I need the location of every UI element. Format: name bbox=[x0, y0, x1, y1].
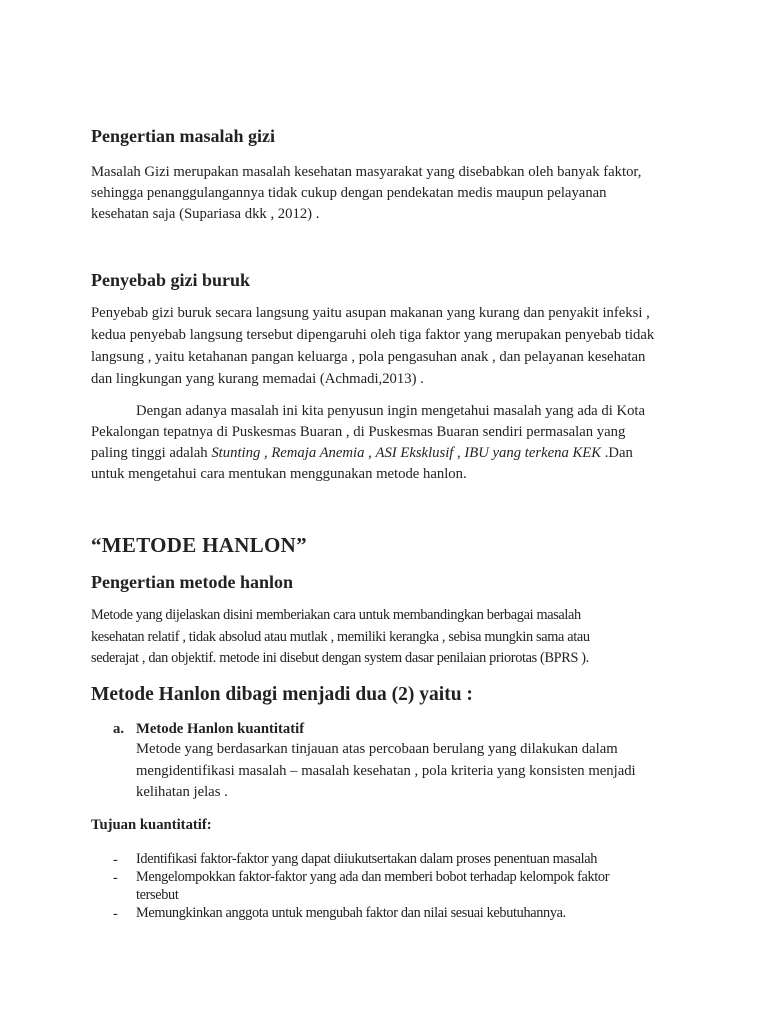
paragraph-line: kedua penyebab langsung tersebut dipengaruhi oleh tiga faktor yang merupakan penyebab tidak bbox=[91, 327, 655, 343]
italic-term: Remaja Anemia bbox=[271, 445, 365, 461]
heading-pengertian-masalah-gizi: Pengertian masalah gizi bbox=[91, 126, 275, 146]
item-a-line: kelihatan jelas . bbox=[136, 784, 228, 800]
paragraph-line: Dengan adanya masalah ini kita penyusun ingin mengetahui masalah yang ada di Kota bbox=[136, 403, 646, 419]
italic-term: Stunting bbox=[211, 445, 261, 461]
paragraph-line: sederajat , dan objektif. metode ini disebut dengan system dasar penilaian priorotas (BPRS ). bbox=[91, 650, 589, 666]
list-item: Mengelompokkan faktor-faktor yang ada dan memberi bobot terhadap kelompok faktor bbox=[136, 869, 610, 885]
paragraph-line: kesehatan relatif , tidak absolud atau mutlak , memiliki kerangka , sebisa mungkin sama atau bbox=[91, 629, 590, 645]
text-span: , bbox=[260, 445, 272, 461]
paragraph-line: langsung , yaitu ketahanan pangan keluarga , pola pengasuhan anak , dan pelayanan kesehatan bbox=[91, 349, 646, 365]
italic-term: IBU yang terkena KEK bbox=[464, 445, 602, 461]
italic-term: ASI Eksklusif bbox=[375, 445, 454, 461]
paragraph-line: Metode yang dijelaskan disini memberiakan cara untuk membandingkan berbagai masalah bbox=[91, 607, 581, 623]
list-item-continuation: tersebut bbox=[136, 887, 179, 903]
paragraph-line: sehingga penanggulangannya tidak cukup dengan pendekatan medis maupun pelayanan bbox=[91, 185, 607, 201]
item-a-title: Metode Hanlon kuantitatif bbox=[136, 721, 305, 737]
paragraph-line: untuk mengetahui cara mentukan menggunakan metode hanlon. bbox=[91, 466, 467, 482]
text-span: , bbox=[364, 445, 376, 461]
title-metode-hanlon: “METODE HANLON” bbox=[91, 533, 307, 557]
list-marker-a: a. bbox=[113, 721, 125, 737]
list-item: Memungkinkan anggota untuk mengubah faktor dan nilai sesuai kebutuhannya. bbox=[136, 905, 566, 921]
heading-pengertian-metode-hanlon: Pengertian metode hanlon bbox=[91, 572, 293, 592]
paragraph-line-with-terms bbox=[91, 446, 633, 461]
list-dash: - bbox=[113, 906, 118, 922]
list-item: Identifikasi faktor-faktor yang dapat diiukutsertakan dalam proses penentuan masalah bbox=[136, 851, 598, 867]
paragraph-line: Pekalongan tepatnya di Puskesmas Buaran , di Puskesmas Buaran sendiri permasalan yang bbox=[91, 424, 626, 440]
heading-tujuan-kuantitatif: Tujuan kuantitatif: bbox=[91, 817, 212, 833]
paragraph-line: dan lingkungan yang kurang memadai (Achmadi,2013) . bbox=[91, 371, 424, 387]
list-dash: - bbox=[113, 870, 118, 886]
text-span: .Dan bbox=[601, 445, 633, 461]
text-span: , bbox=[453, 445, 465, 461]
text-span: paling tinggi adalah bbox=[91, 445, 212, 461]
paragraph-line: Penyebab gizi buruk secara langsung yaitu asupan makanan yang kurang dan penyakit infeksi , bbox=[91, 305, 650, 321]
item-a-line: Metode yang berdasarkan tinjauan atas percobaan berulang yang dilakukan dalam bbox=[136, 741, 618, 757]
paragraph-line: Masalah Gizi merupakan masalah kesehatan masyarakat yang disebabkan oleh banyak faktor, bbox=[91, 164, 642, 180]
heading-metode-hanlon-dibagi: Metode Hanlon dibagi menjadi dua (2) yaitu : bbox=[91, 684, 473, 705]
paragraph-line: kesehatan saja (Supariasa dkk , 2012) . bbox=[91, 206, 320, 222]
heading-penyebab-gizi-buruk: Penyebab gizi buruk bbox=[91, 270, 251, 290]
item-a-line: mengidentifikasi masalah – masalah kesehatan , pola kriteria yang konsisten menjadi bbox=[136, 763, 636, 779]
list-dash: - bbox=[113, 852, 118, 868]
